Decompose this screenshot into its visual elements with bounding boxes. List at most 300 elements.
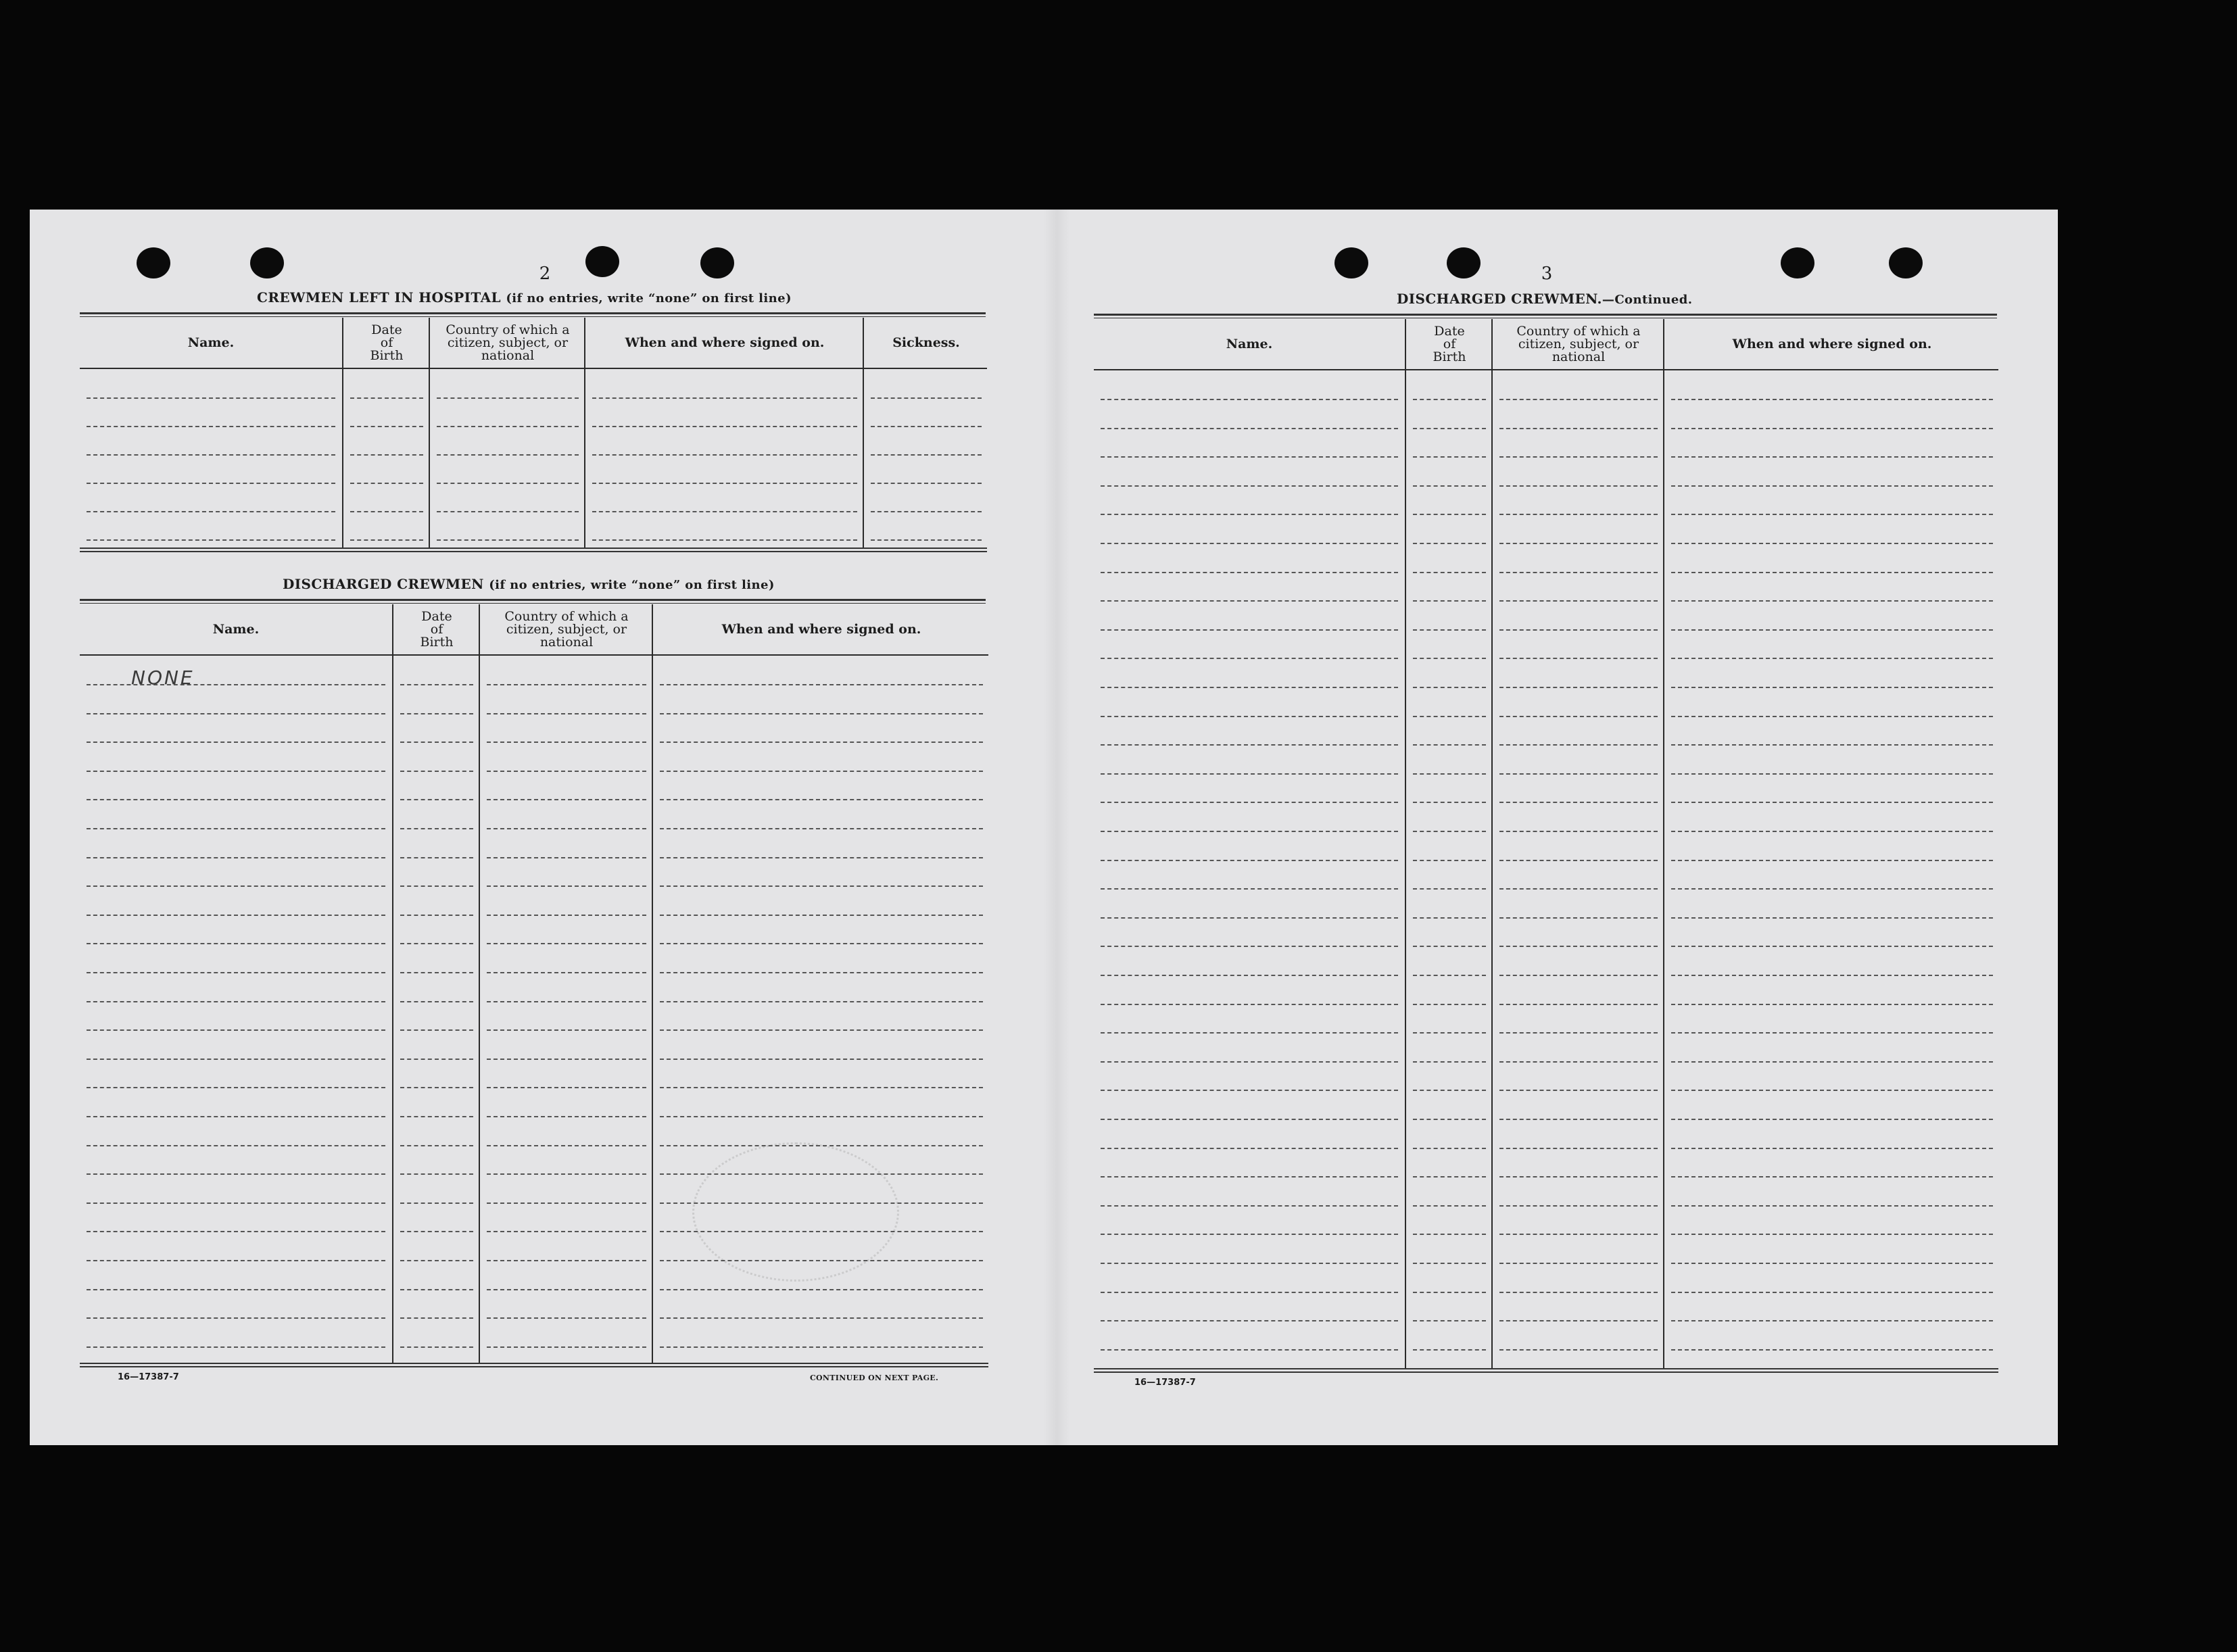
col-country	[1491, 319, 1664, 1368]
entry-line	[87, 454, 335, 456]
entry-line	[1499, 687, 1658, 688]
entry-line	[871, 511, 982, 512]
header-signed-on: When and where signed on.	[1732, 336, 1932, 351]
entry-line	[1671, 600, 1993, 602]
col-date-of-birth	[392, 604, 480, 1363]
entry-line	[1413, 428, 1486, 429]
entry-line	[1413, 1292, 1486, 1293]
entry-line	[1671, 485, 1993, 487]
hospital-title-text: CREWMEN LEFT IN HOSPITAL	[257, 289, 501, 306]
entry-line	[1499, 888, 1658, 890]
entry-line	[592, 511, 857, 512]
entry-line	[87, 943, 385, 944]
entry-line	[1413, 687, 1486, 688]
entry-line	[1413, 1263, 1486, 1264]
entry-line	[1499, 1205, 1658, 1207]
entry-line	[87, 713, 385, 714]
entry-line	[660, 857, 983, 858]
entry-line	[1671, 428, 1993, 429]
entry-line	[1499, 1061, 1658, 1063]
entry-line	[1101, 888, 1398, 890]
entry-line	[487, 713, 646, 714]
punch-hole	[1447, 247, 1481, 278]
entry-line	[1101, 744, 1398, 746]
entry-line	[487, 799, 646, 800]
entry-line	[1499, 399, 1658, 400]
page-number-left: 2	[539, 264, 551, 284]
entry-line	[1413, 773, 1486, 775]
col-signed-on	[1663, 319, 2000, 1368]
entry-line	[487, 1346, 646, 1348]
entry-line	[400, 828, 473, 829]
entry-line	[87, 1173, 385, 1175]
entry-line	[1671, 1320, 1993, 1321]
entry-line	[1101, 629, 1398, 631]
hospital-title-note: (if no entries, write “none” on first line)	[506, 291, 792, 306]
entry-line	[1671, 1292, 1993, 1293]
punch-hole	[1781, 247, 1814, 278]
entry-line	[1499, 600, 1658, 602]
entry-line	[1671, 1090, 1993, 1091]
entry-line	[400, 1029, 473, 1031]
hospital-top-rule	[80, 312, 986, 317]
right-top-rule	[1094, 314, 1997, 318]
entry-line	[400, 1087, 473, 1088]
entry-line	[1413, 543, 1486, 544]
entry-line	[1499, 1032, 1658, 1034]
entry-line	[1499, 1292, 1658, 1293]
entry-line	[1413, 658, 1486, 659]
entry-line	[87, 1231, 385, 1232]
entry-line	[400, 1231, 473, 1232]
entry-line	[400, 771, 473, 772]
entry-line	[400, 857, 473, 858]
discharged-bottom-rule	[80, 1363, 988, 1367]
header-date-of-birth: Date of Birth	[370, 322, 404, 363]
entry-line	[350, 397, 423, 399]
entry-line	[1671, 1148, 1993, 1149]
entry-line	[592, 426, 857, 427]
entry-line	[1671, 1004, 1993, 1005]
punch-hole	[700, 247, 734, 278]
entry-line	[1101, 485, 1398, 487]
hospital-bottom-rule	[80, 548, 987, 552]
entry-line	[1413, 600, 1486, 602]
entry-line	[1101, 1119, 1398, 1120]
entry-line	[487, 1059, 646, 1060]
col-country	[429, 318, 585, 548]
entry-line	[1499, 1176, 1658, 1177]
entry-line	[1499, 975, 1658, 976]
entry-line	[1671, 802, 1993, 803]
entry-line	[1101, 1032, 1398, 1034]
entry-line	[1671, 716, 1993, 717]
entry-line	[1671, 1263, 1993, 1264]
entry-line	[1101, 1061, 1398, 1063]
discharged-title-text: DISCHARGED CREWMEN	[283, 576, 484, 592]
entry-line	[1671, 773, 1993, 775]
col-signed-on	[584, 318, 864, 548]
discharged-section-title	[283, 576, 775, 592]
entry-line	[87, 828, 385, 829]
entry-line	[1671, 888, 1993, 890]
entry-line	[1101, 1234, 1398, 1235]
entry-line	[487, 943, 646, 944]
entry-line	[1413, 572, 1486, 573]
entry-line	[1101, 1349, 1398, 1351]
entry-line	[592, 539, 857, 541]
header-signed-on: When and where signed on.	[721, 621, 921, 637]
entry-line	[660, 885, 983, 887]
entry-line	[437, 483, 579, 484]
entry-line	[1101, 514, 1398, 515]
entry-line	[87, 511, 335, 512]
entry-line	[1413, 1349, 1486, 1351]
entry-line	[1499, 917, 1658, 919]
header-country: Country of which a citizen, subject, or national	[504, 608, 629, 650]
entry-line	[87, 483, 335, 484]
entry-line	[1499, 831, 1658, 832]
entry-line	[87, 915, 385, 916]
entry-line	[1671, 1176, 1993, 1177]
entry-line	[87, 539, 335, 541]
entry-line	[1413, 1004, 1486, 1005]
entry-line	[660, 1346, 983, 1348]
entry-line	[1413, 888, 1486, 890]
entry-line	[1499, 514, 1658, 515]
entry-line	[1671, 860, 1993, 861]
entry-line	[1101, 802, 1398, 803]
entry-line	[1101, 716, 1398, 717]
faded-stamp	[692, 1142, 899, 1282]
entry-line	[1671, 1032, 1993, 1034]
entry-line	[400, 1116, 473, 1117]
entry-line	[1499, 1090, 1658, 1091]
entry-line	[1101, 831, 1398, 832]
entry-line	[487, 857, 646, 858]
entry-line	[1413, 514, 1486, 515]
entry-line	[1101, 572, 1398, 573]
entry-line	[1499, 543, 1658, 544]
right-discharged-table	[1094, 319, 1998, 1368]
entry-line	[660, 1001, 983, 1002]
col-sickness	[863, 318, 988, 548]
entry-line	[1413, 1090, 1486, 1091]
entry-line	[487, 684, 646, 685]
entry-line	[1499, 658, 1658, 659]
entry-line	[592, 397, 857, 399]
entry-line	[1413, 456, 1486, 458]
entry-line	[487, 1029, 646, 1031]
entry-line	[1101, 946, 1398, 947]
entry-line	[1413, 802, 1486, 803]
entry-line	[660, 742, 983, 743]
entry-line	[487, 1317, 646, 1319]
entry-line	[660, 713, 983, 714]
entry-line	[1499, 428, 1658, 429]
entry-line	[1671, 572, 1993, 573]
entry-line	[87, 742, 385, 743]
entry-line	[1413, 1234, 1486, 1235]
entry-line	[487, 885, 646, 887]
page-fold	[1044, 210, 1069, 1445]
entry-line	[350, 511, 423, 512]
entry-line	[487, 1173, 646, 1175]
entry-line	[1101, 1148, 1398, 1149]
entry-line	[1413, 975, 1486, 976]
entry-line	[1499, 1234, 1658, 1235]
entry-line	[350, 454, 423, 456]
entry-line	[1413, 629, 1486, 631]
entry-line	[1499, 1148, 1658, 1149]
entry-line	[87, 1317, 385, 1319]
entry-line	[660, 943, 983, 944]
entry-line	[1499, 1004, 1658, 1005]
entry-line	[400, 742, 473, 743]
entry-line	[87, 1029, 385, 1031]
entry-line	[1101, 399, 1398, 400]
entry-line	[1101, 600, 1398, 602]
entry-line	[437, 397, 579, 399]
header-country: Country of which a citizen, subject, or national	[446, 322, 570, 363]
entry-line	[400, 1289, 473, 1290]
entry-line	[87, 1001, 385, 1002]
punch-hole	[1334, 247, 1368, 278]
entry-line	[1671, 1205, 1993, 1207]
entry-line	[350, 426, 423, 427]
entry-line	[1101, 860, 1398, 861]
entry-line	[660, 1087, 983, 1088]
entry-line	[350, 539, 423, 541]
entry-line	[871, 426, 982, 427]
entry-line	[871, 454, 982, 456]
punch-hole	[137, 247, 170, 278]
entry-line	[1101, 1205, 1398, 1207]
entry-line	[1671, 629, 1993, 631]
entry-line	[871, 397, 982, 399]
entry-line	[1499, 1349, 1658, 1351]
entry-line	[1671, 831, 1993, 832]
col-name	[80, 604, 392, 1363]
entry-line	[487, 1289, 646, 1290]
header-name: Name.	[187, 335, 235, 350]
entry-line	[1671, 917, 1993, 919]
entry-line	[437, 511, 579, 512]
right-title-note: —Continued.	[1602, 293, 1693, 307]
page-number-right: 3	[1541, 264, 1553, 284]
entry-line	[1101, 1320, 1398, 1321]
continued-note: CONTINUED ON NEXT PAGE.	[810, 1374, 939, 1382]
entry-line	[487, 1231, 646, 1232]
entry-line	[1413, 1205, 1486, 1207]
entry-line	[1413, 716, 1486, 717]
entry-line	[660, 684, 983, 685]
entry-line	[87, 426, 335, 427]
entry-line	[400, 1059, 473, 1060]
entry-line	[660, 1317, 983, 1319]
right-bottom-rule	[1094, 1368, 1998, 1373]
entry-line	[487, 828, 646, 829]
entry-line	[1499, 629, 1658, 631]
header-rule	[1094, 369, 1998, 370]
entry-line	[1101, 1090, 1398, 1091]
entry-line	[87, 397, 335, 399]
entry-line	[400, 1145, 473, 1146]
entry-line	[1499, 572, 1658, 573]
entry-line	[400, 1260, 473, 1261]
entry-line	[400, 1202, 473, 1204]
header-name: Name.	[1226, 336, 1273, 351]
entry-line	[1671, 1061, 1993, 1063]
entry-line	[1499, 716, 1658, 717]
entry-line	[437, 539, 579, 541]
hospital-table	[80, 318, 987, 548]
right-section-title	[1397, 291, 1692, 307]
header-date-of-birth: Date of Birth	[420, 608, 454, 650]
entry-line	[1413, 1320, 1486, 1321]
entry-line	[1671, 1349, 1993, 1351]
entry-line	[1101, 456, 1398, 458]
entry-line	[1413, 946, 1486, 947]
entry-line	[1499, 802, 1658, 803]
entry-line	[87, 1116, 385, 1117]
entry-line	[400, 972, 473, 973]
entry-line	[1671, 658, 1993, 659]
entry-line	[350, 483, 423, 484]
entry-line	[1671, 1234, 1993, 1235]
entry-line	[1671, 744, 1993, 746]
entry-line	[871, 539, 982, 541]
entry-line	[1413, 744, 1486, 746]
punch-hole	[1889, 247, 1923, 278]
entry-line	[487, 742, 646, 743]
entry-line	[1413, 831, 1486, 832]
entry-line	[400, 1001, 473, 1002]
entry-line	[87, 771, 385, 772]
header-country: Country of which a citizen, subject, or national	[1516, 323, 1641, 364]
entry-line	[1101, 428, 1398, 429]
entry-line	[1101, 1004, 1398, 1005]
entry-line	[400, 943, 473, 944]
entry-line	[1101, 1263, 1398, 1264]
entry-line	[1413, 1148, 1486, 1149]
entry-line	[1101, 975, 1398, 976]
entry-line	[1499, 946, 1658, 947]
entry-line	[87, 1260, 385, 1261]
entry-line	[1499, 1263, 1658, 1264]
entry-line	[1101, 543, 1398, 544]
discharged-title-note: (if no entries, write “none” on first line)	[489, 578, 775, 592]
entry-line	[87, 799, 385, 800]
header-sickness: Sickness.	[892, 335, 960, 350]
entry-line	[592, 454, 857, 456]
entry-line	[1499, 456, 1658, 458]
entry-line	[487, 1087, 646, 1088]
entry-line	[487, 1116, 646, 1117]
entry-line	[1671, 946, 1993, 947]
entry-line	[87, 972, 385, 973]
entry-line	[400, 713, 473, 714]
entry-line	[1413, 399, 1486, 400]
col-name	[80, 318, 342, 548]
entry-line	[1499, 860, 1658, 861]
entry-line	[1413, 1119, 1486, 1120]
entry-line	[87, 857, 385, 858]
entry-line	[1101, 658, 1398, 659]
punch-hole	[250, 247, 284, 278]
entry-line	[660, 1029, 983, 1031]
entry-line	[87, 1289, 385, 1290]
entry-line	[1101, 773, 1398, 775]
entry-line	[400, 915, 473, 916]
entry-line	[487, 1260, 646, 1261]
entry-line	[1413, 917, 1486, 919]
header-rule	[80, 654, 988, 656]
entry-line	[1499, 773, 1658, 775]
entry-line	[660, 828, 983, 829]
document-sheet	[30, 210, 2058, 1445]
entry-line	[87, 885, 385, 887]
header-date-of-birth: Date of Birth	[1433, 323, 1466, 364]
entry-line	[1671, 1119, 1993, 1120]
entry-line	[1101, 687, 1398, 688]
entry-line	[1499, 485, 1658, 487]
entry-line	[487, 972, 646, 973]
entry-line	[487, 1001, 646, 1002]
entry-line	[660, 771, 983, 772]
entry-line	[400, 799, 473, 800]
entry-line	[660, 972, 983, 973]
entry-line	[487, 771, 646, 772]
punch-hole	[585, 246, 619, 277]
entry-line	[1413, 485, 1486, 487]
entry-line	[1499, 1119, 1658, 1120]
entry-line	[660, 1059, 983, 1060]
entry-line	[87, 1059, 385, 1060]
entry-line	[871, 483, 982, 484]
entry-line	[1671, 399, 1993, 400]
entry-line	[592, 483, 857, 484]
entry-line	[1671, 975, 1993, 976]
header-signed-on: When and where signed on.	[625, 335, 825, 350]
entry-line	[1671, 514, 1993, 515]
col-name	[1094, 319, 1405, 1368]
entry-line	[400, 1346, 473, 1348]
entry-line	[660, 799, 983, 800]
entry-line	[87, 1202, 385, 1204]
header-rule	[80, 368, 987, 369]
entry-line	[1413, 1061, 1486, 1063]
entry-line	[1101, 1292, 1398, 1293]
entry-line	[1101, 917, 1398, 919]
entry-line	[437, 426, 579, 427]
entry-line	[400, 684, 473, 685]
entry-line	[660, 1116, 983, 1117]
entry-line	[1413, 1032, 1486, 1034]
handwritten-none-entry: NONE	[131, 666, 195, 689]
col-date-of-birth	[342, 318, 430, 548]
entry-line	[87, 1346, 385, 1348]
form-number-right: 16—17387-7	[1134, 1378, 1196, 1388]
entry-line	[1671, 543, 1993, 544]
entry-line	[87, 1087, 385, 1088]
entry-line	[1671, 687, 1993, 688]
entry-line	[487, 915, 646, 916]
header-name: Name.	[212, 621, 260, 637]
entry-line	[1671, 456, 1993, 458]
entry-line	[1413, 1176, 1486, 1177]
right-title-text: DISCHARGED CREWMEN.	[1397, 291, 1602, 307]
